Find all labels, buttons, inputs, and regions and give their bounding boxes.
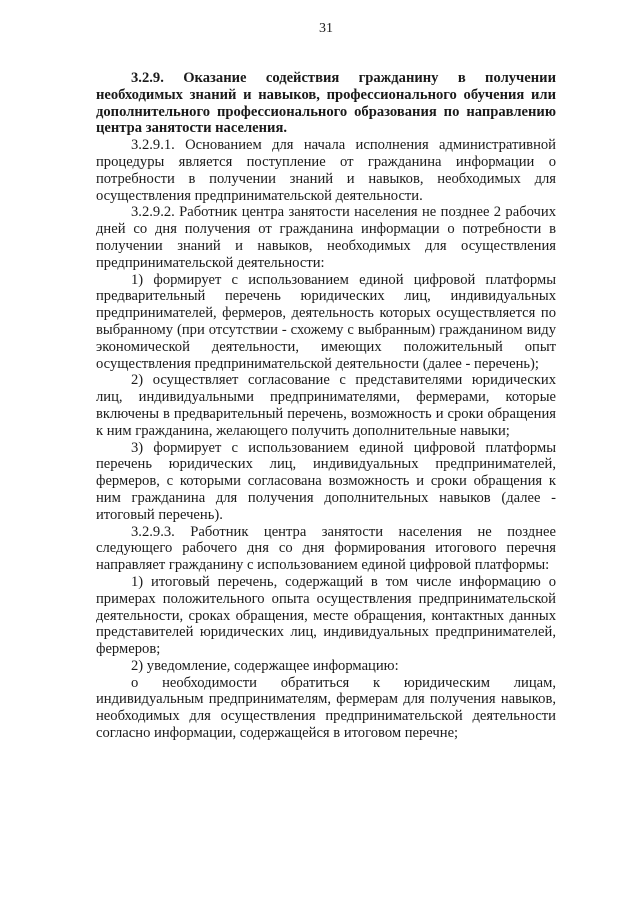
paragraph-3-2-9-2: 3.2.9.2. Работник центра занятости населения не позднее 2 рабочих дней со дня получения от гражданина информации о потребности в получении знаний и навыков, необходимых для осуществления предпринимательской деятельности: [96,204,556,271]
paragraph-3-2-9-1: 3.2.9.1. Основанием для начала исполнения административной процедуры является поступление от гражданина информации о потребности в получении знаний и навыков, необходимых для осуществления предпринимательской деятельности. [96,137,556,204]
list-item-3: 3) формирует с использованием единой цифровой платформы перечень юридических лиц, индивидуальных предпринимателей, фермеров, с которыми согласована возможность и сроки обращения к ним гражданина для получения дополнительных навыков (далее - итоговый перечень). [96,439,556,523]
list-item-2: 2) осуществляет согласование с представителями юридических лиц, индивидуальными предпринимателями, фермерами, которые включены в предварительный перечень, возможность и сроки обращения к ним гражданина, желающего получить дополнительные навыки; [96,372,556,439]
section-heading: 3.2.9. Оказание содействия гражданину в получении необходимых знаний и навыков, профессионального обучения или дополнительного профессионального образования по направлению центра занятости населения. [96,70,556,137]
document-body [96,70,556,742]
sublist-item-1: 1) итоговый перечень, содержащий в том числе информацию о примерах положительного опыта осуществления предпринимательской деятельности, сроках обращения, месте обращения, контактных данных представителей юридических лиц, индивидуальных предпринимателей, фермеров; [96,573,556,658]
sublist-item-2-detail: о необходимости обратиться к юридическим лицам, индивидуальным предпринимателям, фермерам для получения навыков, необходимых для осуществления предпринимательской деятельности согласно информации, содержащейся в итоговом перечне; [96,674,556,742]
paragraph-3-2-9-3: 3.2.9.3. Работник центра занятости населения не позднее следующего рабочего дня со дня формирования итогового перечня направляет гражданину с использованием единой цифровой платформы: [96,523,556,574]
list-item-1: 1) формирует с использованием единой цифровой платформы предварительный перечень юридических лиц, индивидуальных предпринимателей, фермеров, деятельность которых осуществляется по выбранному (при отсутствии - схожему с выбранным) гражданином виду экономической деятельности, имеющих положительный опыт осуществления предпринимательской деятельности (далее - перечень); [96,271,556,372]
sublist-item-2: 2) уведомление, содержащее информацию: [131,657,399,674]
page-number: 31 [319,21,333,36]
